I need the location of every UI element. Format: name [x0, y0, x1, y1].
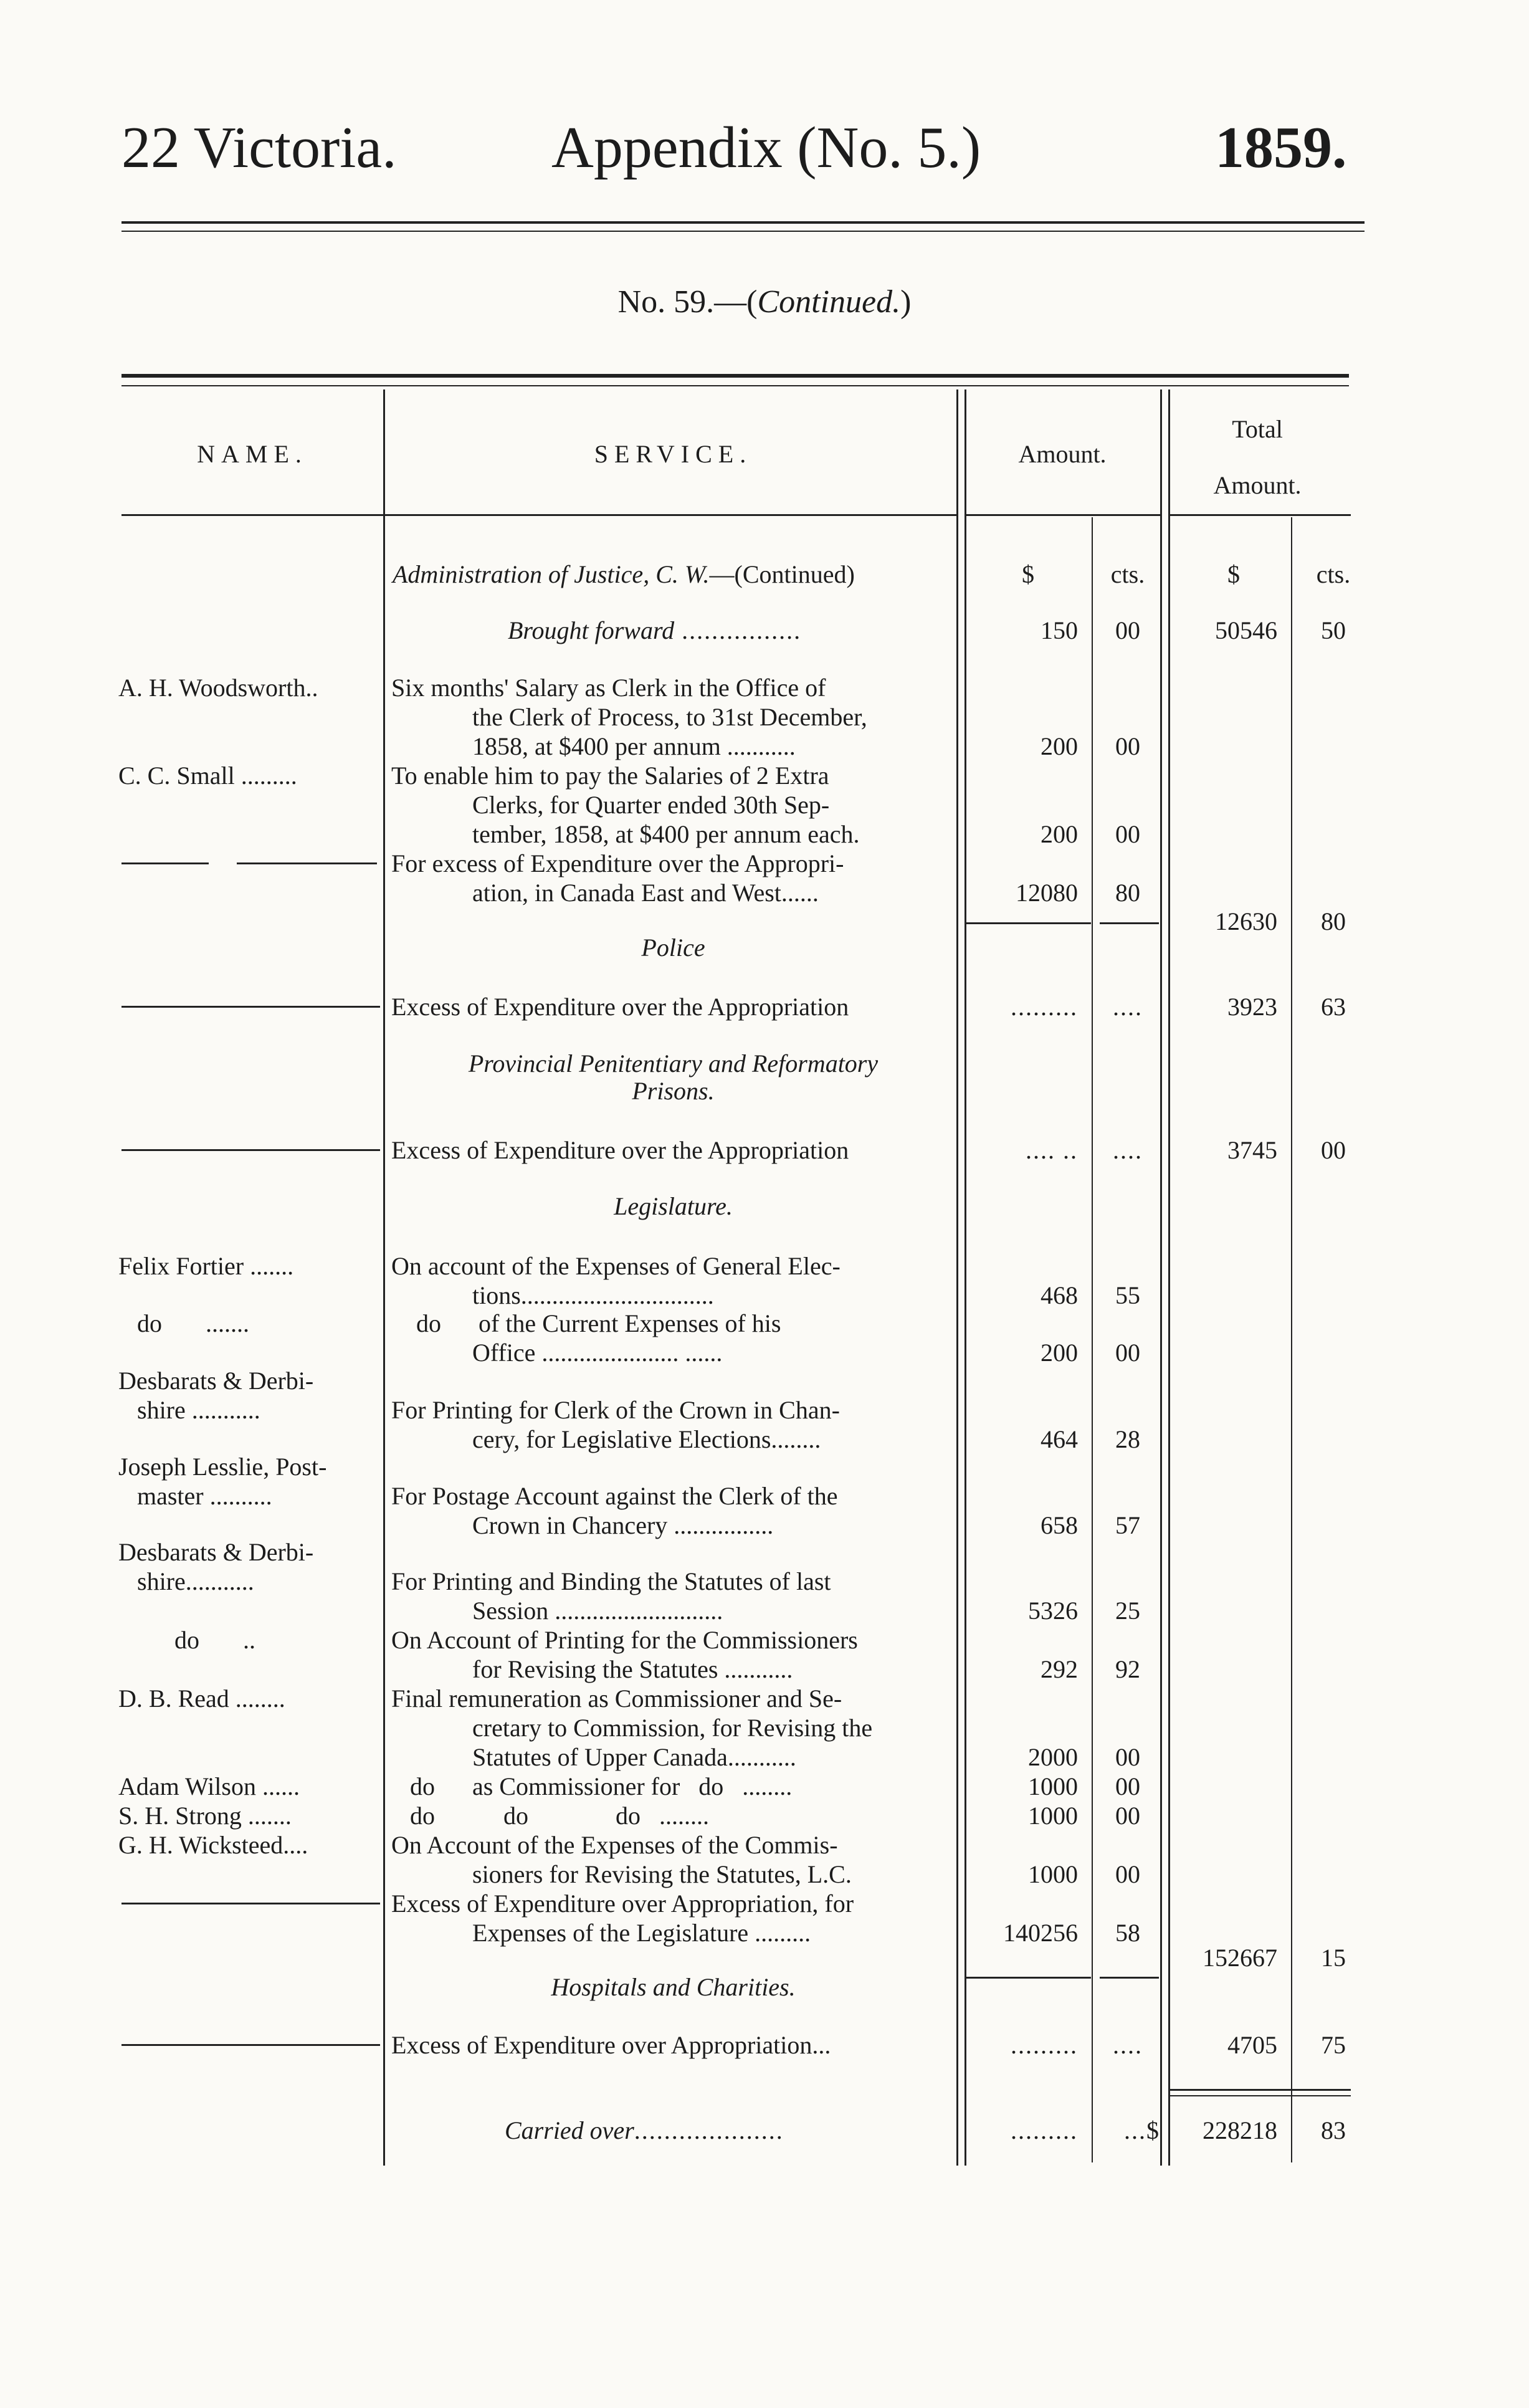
table-rule-top-thin [121, 385, 1349, 386]
column-header-name: NAME. [197, 440, 308, 468]
col-divider-cents [1092, 517, 1093, 2162]
header-rule-top [121, 221, 1365, 224]
entry-name: Adam Wilson ...... [118, 1772, 300, 1800]
legislature-subtotal: 152667 [1203, 1944, 1277, 1972]
brought-forward-cents: 00 [1115, 616, 1140, 644]
column-header-total-line2: Amount. [1213, 471, 1302, 499]
dollar-sign: $ [1022, 560, 1034, 588]
entry-service-line: tember, 1858, at $400 per annum each. [472, 820, 860, 848]
entry-service-line: For Printing and Binding the Statutes of last [391, 1567, 831, 1595]
amount-dots: ......... [1011, 2116, 1078, 2144]
entry-cents: 00 [1115, 1802, 1140, 1830]
column-header-amount: Amount. [1018, 440, 1107, 468]
entry-total-cents: 75 [1321, 2031, 1346, 2059]
entry-service-line: Crown in Chancery ................ [472, 1511, 774, 1539]
entry-service-line: For Printing for Clerk of the Crown in Chan- [391, 1396, 840, 1424]
entry-service-line: ation, in Canada East and West...... [472, 879, 819, 907]
col-divider-amount-left2 [965, 389, 966, 2166]
entry-service-line: Excess of Expenditure over the Appropriation [391, 993, 849, 1021]
name-dash [121, 2044, 380, 2046]
entry-service-line: Excess of Expenditure over the Appropriation [391, 1136, 849, 1164]
entry-service-line: For excess of Expenditure over the Appropri- [391, 849, 844, 877]
entry-service-line: sioners for Revising the Statutes, L.C. [472, 1860, 852, 1888]
section-title: Hospitals and Charities. [551, 1973, 796, 2001]
header-underline-total [1170, 514, 1351, 516]
legislature-subtotal-cents: 15 [1321, 1944, 1346, 1972]
entry-amount: 200 [1041, 1339, 1078, 1367]
entry-name: D. B. Read ........ [118, 1684, 285, 1713]
section-title: Legislature. [614, 1192, 733, 1220]
subtotal-rule-amount [966, 1977, 1091, 1979]
entry-amount: 468 [1041, 1281, 1078, 1309]
subtotal-rule-amount [966, 922, 1091, 924]
total-dollar-sign: $ [1227, 560, 1240, 588]
entry-service-line: Statutes of Upper Canada........... [472, 1743, 796, 1771]
entry-cents: 57 [1115, 1511, 1140, 1539]
cents-dots: .... [1113, 1136, 1143, 1164]
col-divider-total-left2 [1168, 389, 1170, 2166]
entry-service-line: For Postage Account against the Clerk of the [391, 1482, 838, 1510]
cents-dots: .... [1113, 2031, 1143, 2059]
header-underline-name [121, 514, 383, 516]
entry-cents: 92 [1115, 1655, 1140, 1683]
entry-name: do .. [118, 1626, 255, 1654]
entry-name: G. H. Wicksteed.... [118, 1831, 308, 1859]
entry-total: 3923 [1227, 993, 1277, 1021]
entry-service-line: Final remuneration as Commissioner and Se- [391, 1684, 842, 1713]
entry-service-line: do as Commissioner for do ........ [391, 1772, 793, 1800]
entry-service-line: Clerks, for Quarter ended 30th Sep- [472, 791, 830, 819]
column-header-service: SERVICE. [594, 440, 753, 468]
brought-forward-amount: 150 [1041, 616, 1078, 644]
entry-amount: 12080 [1016, 879, 1078, 907]
section-title: Police [641, 934, 705, 962]
entry-name: Desbarats & Derbi- shire........... [118, 1538, 314, 1595]
entry-amount: 200 [1041, 820, 1078, 848]
entry-name: Joseph Lesslie, Post- master .......... [118, 1453, 327, 1510]
entry-amount: 200 [1041, 732, 1078, 760]
section-title: Provincial Penitentiary and Reformatory [468, 1049, 879, 1077]
entry-service-line: To enable him to pay the Salaries of 2 Extra [391, 762, 829, 790]
amount-dots: ......... [1011, 2031, 1078, 2059]
entry-service-line: Session ........................... [472, 1597, 723, 1625]
entry-service-line: Office ...................... ...... [472, 1339, 723, 1367]
entry-service-line: do of the Current Expenses of his [391, 1309, 781, 1337]
name-dash [121, 862, 209, 864]
entry-cents: 00 [1115, 732, 1140, 760]
col-divider-total-left [1160, 389, 1162, 2166]
entry-cents: 58 [1115, 1919, 1140, 1947]
entry-service-line: the Clerk of Process, to 31st December, [472, 703, 867, 731]
entry-amount: 140256 [1003, 1919, 1078, 1947]
subtotal-rule-cents [1100, 1977, 1159, 1979]
name-dash [121, 1903, 380, 1904]
brought-forward-total-cents: 50 [1321, 616, 1346, 644]
carried-over-label: Carried over [505, 2116, 634, 2144]
entry-total: 3745 [1227, 1136, 1277, 1164]
header-underline-amount [966, 514, 1160, 516]
brought-forward-label: Brought forward [508, 616, 675, 644]
page-header-right: 1859. [1215, 115, 1347, 180]
page-header-left: 22 Victoria. [121, 115, 397, 180]
entry-service-line: 1858, at $400 per annum ........... [472, 732, 796, 760]
entry-total: 4705 [1227, 2031, 1277, 2059]
entry-amount: 292 [1041, 1655, 1078, 1683]
entry-service-line: tions............................... [472, 1281, 714, 1309]
section-admin-title: Administration of Justice, C. W.—(Continued) [393, 560, 855, 588]
entry-amount: 5326 [1028, 1597, 1078, 1625]
entry-total-cents: 00 [1321, 1136, 1346, 1164]
table-rule-top [121, 374, 1349, 378]
amount-dots: ......... [1011, 993, 1078, 1021]
entry-amount: 1000 [1028, 1860, 1078, 1888]
entry-cents: 80 [1115, 879, 1140, 907]
column-header-total-line1: Total [1232, 415, 1283, 443]
entry-amount: 1000 [1028, 1772, 1078, 1800]
entry-amount: 464 [1041, 1425, 1078, 1453]
cents-label: cts. [1110, 560, 1145, 588]
name-dash [121, 1006, 380, 1008]
total-rule [1170, 2089, 1351, 2091]
entry-service-line: On account of the Expenses of General Elec- [391, 1252, 841, 1280]
entry-service-line: for Revising the Statutes ........... [472, 1655, 793, 1683]
entry-service-line: Expenses of the Legislature ......... [472, 1919, 811, 1947]
col-divider-amount-left [956, 389, 958, 2166]
name-dash [121, 1149, 380, 1151]
entry-name: C. C. Small ......... [118, 762, 297, 790]
entry-service-line: Excess of Expenditure over Appropriation... [391, 2031, 831, 2059]
total-cents-label: cts. [1316, 560, 1351, 588]
entry-cents: 00 [1115, 1860, 1140, 1888]
page-header-center: Appendix (No. 5.) [551, 115, 981, 180]
carried-over-total: 228218 [1203, 2116, 1277, 2144]
entry-name: do ....... [118, 1309, 249, 1337]
col-divider-total-cents [1291, 517, 1292, 2162]
cents-dots: .... [1113, 993, 1143, 1021]
entry-cents: 00 [1115, 820, 1140, 848]
entry-total-cents: 63 [1321, 993, 1346, 1021]
carried-over-cents: 83 [1321, 2116, 1346, 2144]
entry-name: S. H. Strong ....... [118, 1802, 292, 1830]
cents-dots: ... [1124, 2116, 1146, 2144]
header-rule-bottom [121, 231, 1365, 232]
entry-service-line: On Account of Printing for the Commissioners [391, 1626, 858, 1654]
entry-cents: 00 [1115, 1743, 1140, 1771]
table-subtitle: No. 59.—(Continued.) [617, 284, 912, 320]
subtotal-rule-cents [1100, 922, 1159, 924]
entry-amount: 1000 [1028, 1802, 1078, 1830]
entry-cents: 28 [1115, 1425, 1140, 1453]
brought-forward-total: 50546 [1215, 616, 1277, 644]
header-underline-service [385, 514, 956, 516]
entry-service-line: Excess of Expenditure over Appropriation, for [391, 1890, 854, 1918]
entry-service-line: do do do ........ [391, 1802, 709, 1830]
entry-name: Desbarats & Derbi- shire ........... [118, 1367, 314, 1424]
name-dash [237, 862, 377, 864]
entry-cents: 00 [1115, 1772, 1140, 1800]
entry-service-line: On Account of the Expenses of the Commis- [391, 1831, 838, 1859]
entry-service-line: Six months' Salary as Clerk in the Office of [391, 674, 826, 702]
entry-name: Felix Fortier ....... [118, 1252, 294, 1280]
col-divider-service [383, 389, 385, 2166]
carried-over-dollar: $ [1146, 2116, 1159, 2144]
entry-cents: 55 [1115, 1281, 1140, 1309]
entry-service-line: cery, for Legislative Elections........ [472, 1425, 821, 1453]
section-title: Prisons. [632, 1077, 715, 1105]
total-rule-2 [1170, 2095, 1351, 2096]
amount-dots: .... .. [1026, 1136, 1078, 1164]
entry-service-line: cretary to Commission, for Revising the [472, 1714, 873, 1742]
entry-amount: 2000 [1028, 1743, 1078, 1771]
admin-subtotal: 12630 [1215, 907, 1277, 935]
entry-name: A. H. Woodsworth.. [118, 674, 318, 702]
entry-cents: 25 [1115, 1597, 1140, 1625]
entry-cents: 00 [1115, 1339, 1140, 1367]
entry-amount: 658 [1041, 1511, 1078, 1539]
admin-subtotal-cents: 80 [1321, 907, 1346, 935]
